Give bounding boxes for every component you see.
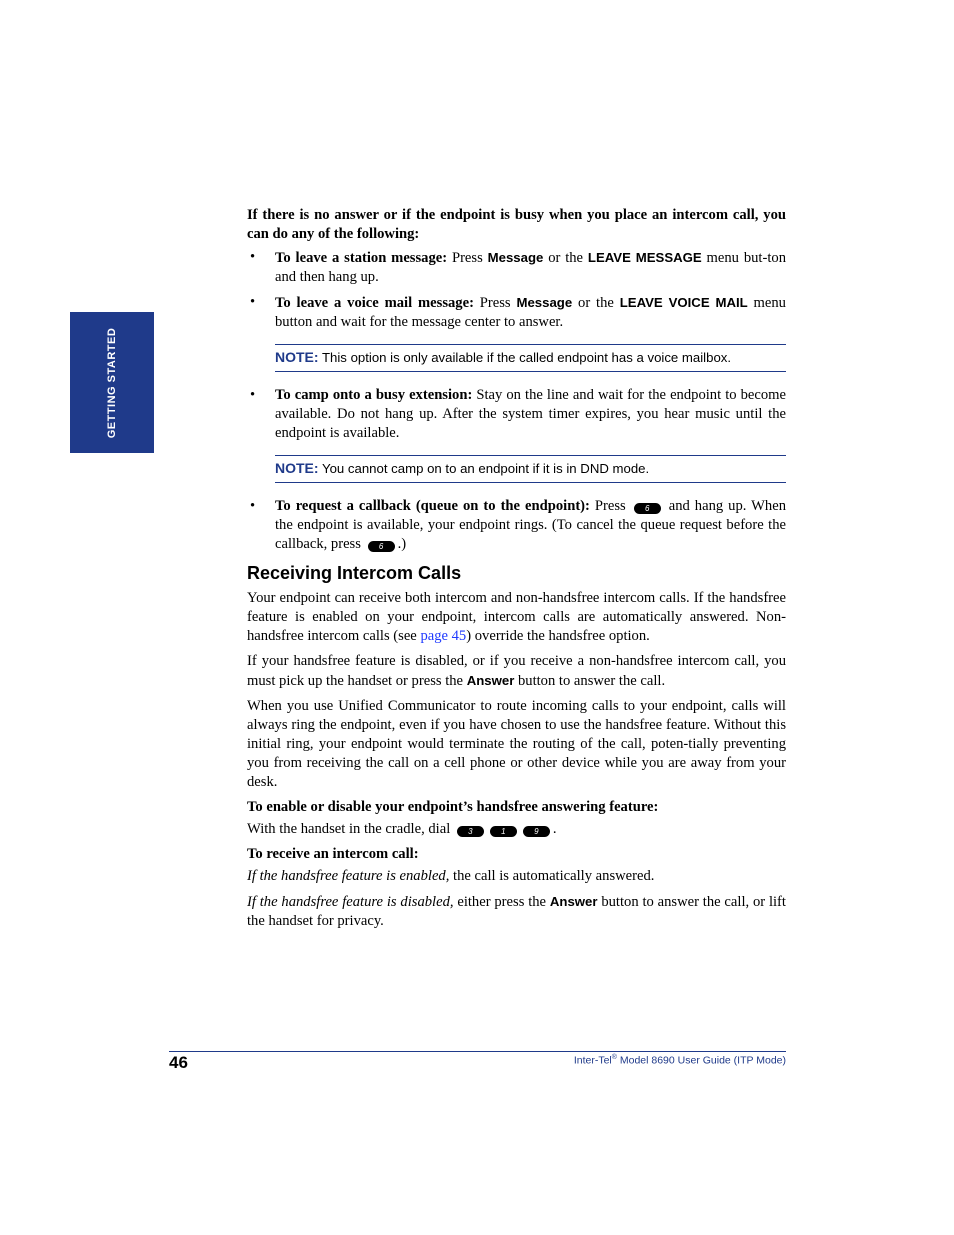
message-button-ref: Message bbox=[516, 295, 573, 310]
bullet-icon: • bbox=[250, 294, 256, 310]
paragraph: If the handsfree feature is disabled, either press the Answer button to answer the call, or lift the handset for privacy. bbox=[247, 894, 786, 929]
message-button-ref: Message bbox=[487, 250, 544, 265]
leave-message-ref: LEAVE MESSAGE bbox=[587, 250, 702, 265]
paragraph: With the handset in the cradle, dial 3 1 9 . bbox=[247, 821, 557, 837]
paragraph: Your endpoint can receive both intercom and non-handsfree intercom calls. If the handsfree feature is enabled on your endpoint, intercom calls are automatically answered. Non-handsfree intercom calls (see page 45) override the handsfree option. bbox=[247, 590, 786, 644]
answer-button-ref: Answer bbox=[466, 673, 515, 688]
page-content bbox=[247, 206, 786, 937]
note-label: NOTE: bbox=[275, 460, 319, 476]
list-item: • To request a callback (queue on to the endpoint): Press 6 and hang up. When the endpoint is available, your endpoint rings. (To cancel the queue request before the callback, press 6 .) bbox=[250, 498, 787, 552]
list-item: • To camp onto a busy extension: Stay on the line and wait for the endpoint to become available. Do not hang up. After the system timer expires, you hear music until the endpoint is available. bbox=[250, 387, 786, 441]
section-tab bbox=[70, 312, 154, 453]
list-item: • To leave a station message: Press Message or the LEAVE MESSAGE menu but-ton and then hang up. bbox=[250, 249, 786, 285]
paragraph: If the handsfree feature is enabled, the call is automatically answered. bbox=[247, 868, 655, 884]
paragraph: When you use Unified Communicator to route incoming calls to your endpoint, calls will always ring the endpoint, even if you have chosen to use the handsfree feature. Without this initial ring, your endpoint would terminate the routing of the call, poten-tially preventing you from receiving the call on a cell phone or other device while you are away from your desk. bbox=[247, 698, 786, 790]
note-box bbox=[275, 455, 786, 483]
list-item: • To leave a voice mail message: Press Message or the LEAVE VOICE MAIL menu button and wait for the message center to answer. bbox=[250, 294, 786, 330]
dial-key-icon: 6 bbox=[368, 541, 395, 552]
item-label: To camp onto a busy extension: bbox=[275, 387, 473, 403]
dial-key-icon: 9 bbox=[523, 826, 550, 837]
item-label: To request a callback (queue on to the endpoint): bbox=[275, 498, 590, 514]
footer-rule bbox=[169, 1051, 786, 1052]
intro-text: If there is no answer or if the endpoint is busy when you place an intercom call, you can do any of the following: bbox=[247, 207, 786, 242]
footer-title: Inter-Tel® Model 8690 User Guide (ITP Mode) bbox=[573, 1054, 786, 1067]
note-box bbox=[275, 344, 786, 372]
note-label: NOTE: bbox=[275, 349, 319, 365]
dial-key-icon: 6 bbox=[634, 503, 661, 514]
answer-button-ref: Answer bbox=[549, 894, 598, 909]
section-tab-label: GETTING STARTED bbox=[106, 327, 118, 438]
options-list bbox=[247, 248, 786, 332]
dial-key-icon: 1 bbox=[490, 826, 517, 837]
page-number: 46 bbox=[169, 1053, 188, 1072]
dial-key-icon: 3 bbox=[457, 826, 484, 837]
options-list bbox=[247, 386, 786, 443]
paragraph: If your handsfree feature is disabled, or if you receive a non-handsfree intercom call, you must pick up the handset or press the Answer button to answer the call. bbox=[247, 653, 786, 689]
bullet-icon: • bbox=[250, 498, 256, 514]
bullet-icon: • bbox=[250, 249, 256, 265]
bullet-icon: • bbox=[250, 387, 256, 403]
section-heading: Receiving Intercom Calls bbox=[247, 563, 462, 583]
item-label: To leave a station message: bbox=[275, 250, 448, 266]
item-label: To leave a voice mail message: bbox=[275, 295, 474, 311]
note-text: This option is only available if the called endpoint has a voice mailbox. bbox=[318, 350, 732, 365]
page-link[interactable]: page 45 bbox=[420, 628, 467, 644]
subheading: To receive an intercom call: bbox=[247, 846, 419, 862]
note-text: You cannot camp on to an endpoint if it is in DND mode. bbox=[318, 461, 650, 476]
subheading: To enable or disable your endpoint’s handsfree answering feature: bbox=[247, 799, 659, 815]
leave-voice-mail-ref: LEAVE VOICE MAIL bbox=[619, 295, 748, 310]
options-list bbox=[247, 497, 786, 554]
